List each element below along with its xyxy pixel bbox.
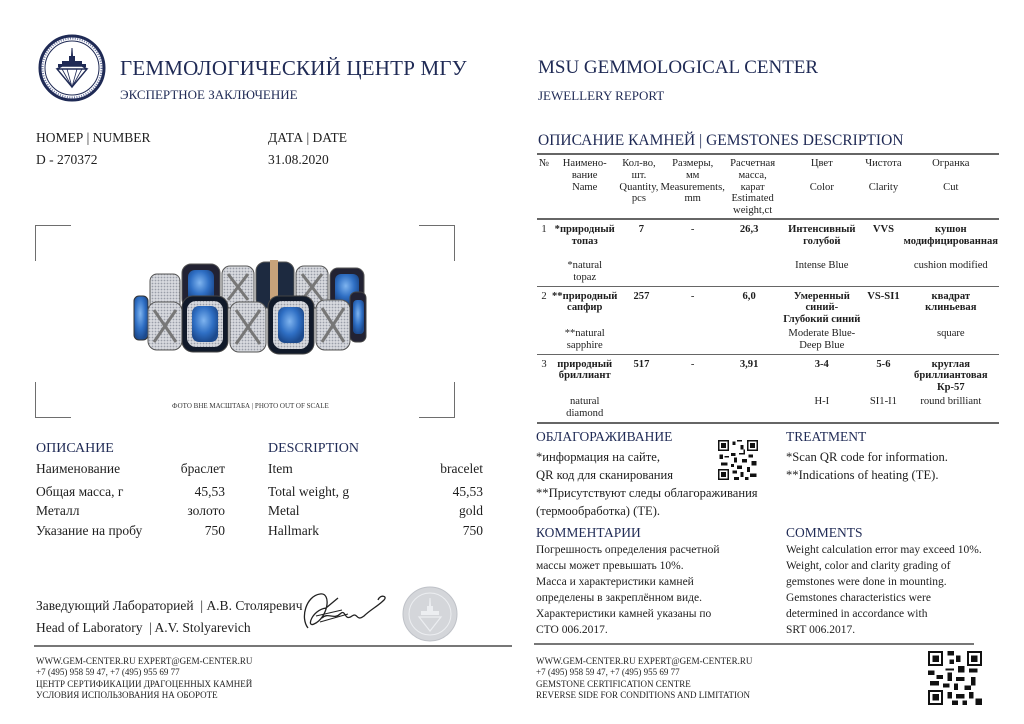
description-value: браслет [180,461,225,476]
cell-weight: 26,3 [739,223,759,235]
footer-divider [34,645,512,647]
cell-empty [726,395,779,423]
qr-code-icon[interactable] [928,651,982,705]
cell-weight: 6,0 [742,290,756,302]
handwritten-signature [298,588,390,636]
cell-no: 2 [541,290,547,302]
comments-heading-ru: КОММЕНТАРИИ [536,525,641,540]
text-line: SRT 006.2017. [786,624,856,636]
column-header-color: Цвет Color [779,154,864,219]
description-label: Общая масса, г [36,484,124,499]
cell-empty [537,259,551,286]
msu-gemmological-center-logo [38,34,106,102]
column-header-no: № [537,154,551,219]
cell-color-ru: Интенсивный голубой [788,223,856,247]
description-row [36,484,225,500]
cell-color-ru: 3-4 [814,358,829,370]
table-header-row [537,154,999,219]
description-label: Указание на пробу [36,523,143,538]
photo-frame-corner [35,225,71,261]
description-value: 750 [462,523,483,538]
column-header-quantity: Кол-во, шт. Quantity, pcs [618,154,659,219]
cell-color-ru: Умеренный синий- Глубокий синий [783,290,861,326]
report-date: 31.08.2020 [268,152,329,167]
cell-cut-en: square [903,327,999,354]
footer-line: +7 (495) 958 59 47, +7 (495) 955 69 77 [536,667,680,678]
cell-clarity-en: SI1-I1 [864,395,902,423]
cell-name-en: natural diamond [551,395,618,423]
description-row [36,503,225,519]
description-value: 45,53 [452,484,483,499]
cell-quantity: 7 [638,223,645,235]
cell-empty [537,327,551,354]
table-row [537,395,999,423]
cell-clarity-en [864,327,902,354]
comments-text-ru [536,542,720,638]
cell-cut-ru: кушон модифицированная [903,223,998,247]
table-row [537,354,999,395]
description-row [36,461,225,477]
description-heading-en: DESCRIPTION [268,441,360,456]
description-row [268,503,483,519]
cell-empty [659,327,725,354]
footer-contacts-en [536,656,752,701]
cell-empty [726,327,779,354]
description-row [268,484,483,500]
cell-clarity-ru: VVS [872,223,895,235]
cell-name-en: **natural sapphire [551,327,618,354]
cell-measurements: - [690,358,695,370]
text-line: QR код для сканирования [536,468,674,482]
description-label: Total weight, g [268,484,350,499]
cell-quantity: 517 [633,358,650,370]
column-header-measurements: Размеры, мм Measurements, mm [659,154,725,219]
text-line: determined in accordance with [786,608,928,620]
description-value: bracelet [440,461,483,476]
cell-clarity-ru: VS-SI1 [867,290,900,302]
text-line: массы может превышать 10%. [536,560,684,572]
footer-line: ЦЕНТР СЕРТИФИКАЦИИ ДРАГОЦЕННЫХ КАМНЕЙ [36,678,253,689]
column-header-cut: Огранка Cut [903,154,999,219]
description-value: 750 [204,523,225,538]
cell-measurements: - [690,290,695,302]
gemstones-table [537,153,999,424]
center-title-ru: ГЕММОЛОГИЧЕСКИЙ ЦЕНТР МГУ [120,56,467,80]
photo-frame-corner [419,225,455,261]
footer-line: WWW.GEM-CENTER.RU EXPERT@GEM-CENTER.RU [536,656,753,666]
center-title-en: MSU GEMMOLOGICAL CENTER [538,57,819,78]
text-line: СТО 006.2017. [536,624,608,636]
description-value: gold [458,503,483,518]
cell-name-ru: **природный сапфир [552,290,618,314]
cell-empty [726,259,779,286]
gemstones-title: ОПИСАНИЕ КАМНЕЙ | GEMSTONES DESCRIPTION [538,132,904,149]
description-label: Item [268,461,293,476]
cell-color-en: Intense Blue [779,259,864,286]
table-row [537,327,999,354]
text-line: (термообработка) (ТЕ). [536,504,661,518]
comments-text-en [786,542,982,638]
cell-cut-ru: круглая бриллиантовая Кр-57 [914,358,988,394]
cell-clarity-ru: 5-6 [876,358,891,370]
description-row [268,461,483,477]
text-line: Weight calculation error may exceed 10%. [786,544,982,556]
description-value: 45,53 [194,484,225,499]
signatory-en: Head of Laboratory | A.V. Stolyarevich [36,620,251,635]
description-label: Metal [268,503,300,518]
cell-weight: 3,91 [739,358,759,370]
text-line: *Scan QR code for information. [786,450,948,464]
cell-no: 1 [541,223,547,235]
report-subtitle-en: JEWELLERY REPORT [538,88,665,103]
cell-color-en: H-I [779,395,864,423]
bracelet-photo [130,252,370,364]
text-line: Gemstones characteristics were [786,592,931,604]
footer-contacts-ru [36,656,252,701]
cell-empty [659,395,725,423]
official-seal [402,586,458,642]
photo-frame-corner [35,382,71,418]
cell-empty [537,395,551,423]
column-header-weight: Расчетная масса, карат Estimated weight,ct [726,154,779,219]
description-row [268,523,483,539]
description-label: Наименование [36,461,121,476]
description-heading-ru: ОПИСАНИЕ [36,441,114,456]
cell-cut-ru: квадрат клиньевая [925,290,977,314]
text-line: Характеристики камней указаны по [536,608,712,620]
text-line: **Присутствуют следы облагораживания [536,486,758,500]
treatment-heading-en: TREATMENT [786,429,867,444]
footer-line: GEMSTONE CERTIFICATION CENTRE [536,678,691,689]
cell-empty [618,327,659,354]
cell-empty [618,395,659,423]
footer-line: REVERSE SIDE FOR CONDITIONS AND LIMITATION [536,689,751,700]
treatment-text-en [786,448,948,484]
footer-divider [534,643,974,645]
table-row [537,259,999,286]
cell-cut-en: round brilliant [903,395,999,423]
description-label: Металл [36,503,80,518]
text-line: *информация на сайте, [536,450,661,464]
text-line: **Indications of heating (TE). [786,468,939,482]
treatment-heading-ru: ОБЛАГОРАЖИВАНИЕ [536,429,673,444]
cell-name-ru: природный бриллиант [557,358,613,382]
footer-line: +7 (495) 958 59 47, +7 (495) 955 69 77 [36,667,180,678]
number-label: НОМЕР | NUMBER [36,130,151,145]
text-line: Weight, color and clarity grading of [786,560,951,572]
column-header-clarity: Чистота Clarity [864,154,902,219]
cell-cut-en: cushion modified [903,259,999,286]
date-label: ДАТА | DATE [268,130,348,145]
description-row [36,523,225,539]
text-line: определены в закреплённом виде. [536,592,702,604]
cell-quantity: 257 [633,290,650,302]
description-value: золото [187,503,225,518]
column-header-name: Наимено- вание Name [551,154,618,219]
cell-color-en: Moderate Blue- Deep Blue [779,327,864,354]
cell-clarity-en [864,259,902,286]
photo-frame-corner [419,382,455,418]
photo-caption: ФОТО ВНЕ МАСШТАБА | PHOTO OUT OF SCALE [172,402,329,410]
qr-code-icon[interactable] [718,440,758,480]
description-label: Hallmark [268,523,319,538]
report-number: D - 270372 [36,152,98,167]
table-row [537,219,999,259]
cell-name-en: *natural topaz [551,259,618,286]
cell-empty [618,259,659,286]
text-line: gemstones were done in mounting. [786,576,947,588]
comments-heading-en: COMMENTS [786,525,863,540]
footer-line: WWW.GEM-CENTER.RU EXPERT@GEM-CENTER.RU [36,656,253,666]
signatory-ru: Заведующий Лабораторией | А.В. Столяревич [36,598,303,613]
cell-no: 3 [541,358,547,370]
cell-empty [659,259,725,286]
text-line: Масса и характеристики камней [536,576,694,588]
report-subtitle-ru: ЭКСПЕРТНОЕ ЗАКЛЮЧЕНИЕ [120,87,298,102]
cell-name-ru: *природный топаз [554,223,615,247]
footer-line: УСЛОВИЯ ИСПОЛЬЗОВАНИЯ НА ОБОРОТЕ [36,689,218,700]
text-line: Погрешность определения расчетной [536,544,720,556]
table-row [537,286,999,327]
cell-measurements: - [690,223,695,235]
